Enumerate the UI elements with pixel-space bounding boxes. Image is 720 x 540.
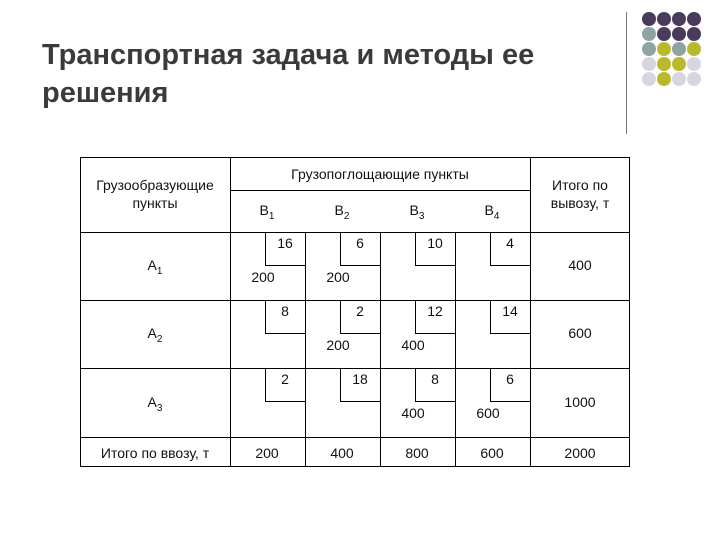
cost-box-border — [490, 333, 530, 334]
transport-table — [80, 157, 630, 467]
decorative-dot — [642, 27, 656, 41]
allocation-value: 200 — [251, 269, 275, 285]
cost-value: 4 — [506, 235, 514, 251]
decorative-dot — [657, 57, 671, 71]
decorative-dot — [642, 72, 656, 86]
allocation-value: 400 — [401, 337, 425, 353]
cost-value: 2 — [281, 371, 289, 387]
cost-box-border — [265, 333, 305, 334]
cost-box-border — [415, 333, 455, 334]
cost-box-border — [265, 300, 266, 333]
allocation-value: 200 — [326, 269, 350, 285]
decorative-dot — [642, 57, 656, 71]
cost-value: 18 — [352, 371, 368, 387]
supplier-label-a3: $A_3$ — [147, 394, 163, 414]
cost-value: 8 — [431, 371, 439, 387]
grand-total: 2000 — [564, 445, 596, 461]
demand-b1: 200 — [255, 445, 279, 461]
decorative-dot — [672, 27, 686, 41]
decorative-dot — [672, 72, 686, 86]
supply-total-a1: 400 — [568, 257, 592, 273]
demand-b2: 400 — [330, 445, 354, 461]
cost-value: 12 — [427, 303, 443, 319]
cost-value: 16 — [277, 235, 293, 251]
decorative-dot — [687, 42, 701, 56]
decorative-dot — [687, 12, 701, 26]
slide-title: Транспортная задача и методы ее решения — [42, 39, 535, 109]
supplier-label-a1: $A_1$ — [147, 257, 163, 277]
cost-box-border — [265, 265, 305, 266]
cost-box-border — [340, 265, 380, 266]
demand-row-label: Итого по ввозу, т — [100, 445, 210, 461]
cost-box-border — [490, 368, 491, 401]
consumer-label-b1: $B_1$ — [259, 202, 275, 222]
consumer-label-b4: $B_4$ — [484, 202, 500, 222]
cost-box-border — [340, 300, 341, 333]
allocation-value: 400 — [401, 405, 425, 421]
cost-value: 10 — [427, 235, 443, 251]
decorative-dot — [687, 72, 701, 86]
consumer-label-b3: $B_3$ — [409, 202, 425, 222]
cost-value: 2 — [356, 303, 364, 319]
decorative-dot — [657, 12, 671, 26]
header-consumers: Грузопоглощающие пункты — [291, 166, 469, 182]
cost-value: 8 — [281, 303, 289, 319]
decorative-dot — [672, 57, 686, 71]
allocation-value: 200 — [326, 337, 350, 353]
supply-total-a2: 600 — [568, 325, 592, 341]
allocation-value: 600 — [476, 405, 500, 421]
cost-box-border — [415, 401, 455, 402]
supply-total-a3: 1000 — [564, 394, 596, 410]
cost-box-border — [415, 265, 455, 266]
cost-box-border — [265, 368, 266, 401]
decorative-dot — [657, 27, 671, 41]
cost-box-border — [490, 401, 530, 402]
demand-b4: 600 — [480, 445, 504, 461]
decorative-divider — [626, 12, 627, 134]
demand-b3: 800 — [405, 445, 429, 461]
cost-box-border — [340, 401, 380, 402]
header-suppliers: Грузообразующие пункты — [96, 177, 214, 211]
cost-value: 6 — [356, 235, 364, 251]
cost-value: 6 — [506, 371, 514, 387]
cost-box-border — [340, 333, 380, 334]
cost-box-border — [490, 300, 491, 333]
cost-value: 14 — [502, 303, 518, 319]
cost-box-border — [415, 300, 416, 333]
decorative-dot — [657, 72, 671, 86]
decorative-dot — [672, 42, 686, 56]
cost-box-border — [340, 368, 341, 401]
cost-box-border — [340, 232, 341, 265]
cost-box-border — [490, 265, 530, 266]
supplier-label-a2: $A_2$ — [147, 325, 163, 345]
consumer-label-b2: $B_2$ — [334, 202, 350, 222]
header-supply-total: Итого по вывозу, т — [550, 177, 610, 211]
cost-box-border — [415, 232, 416, 265]
decorative-dot — [672, 12, 686, 26]
decorative-dot — [642, 12, 656, 26]
cost-box-border — [265, 232, 266, 265]
cost-box-border — [265, 401, 305, 402]
cost-box-border — [415, 368, 416, 401]
decorative-dot — [687, 27, 701, 41]
decorative-dot — [657, 42, 671, 56]
decorative-dot — [687, 57, 701, 71]
cost-box-border — [490, 232, 491, 265]
decorative-dot — [642, 42, 656, 56]
